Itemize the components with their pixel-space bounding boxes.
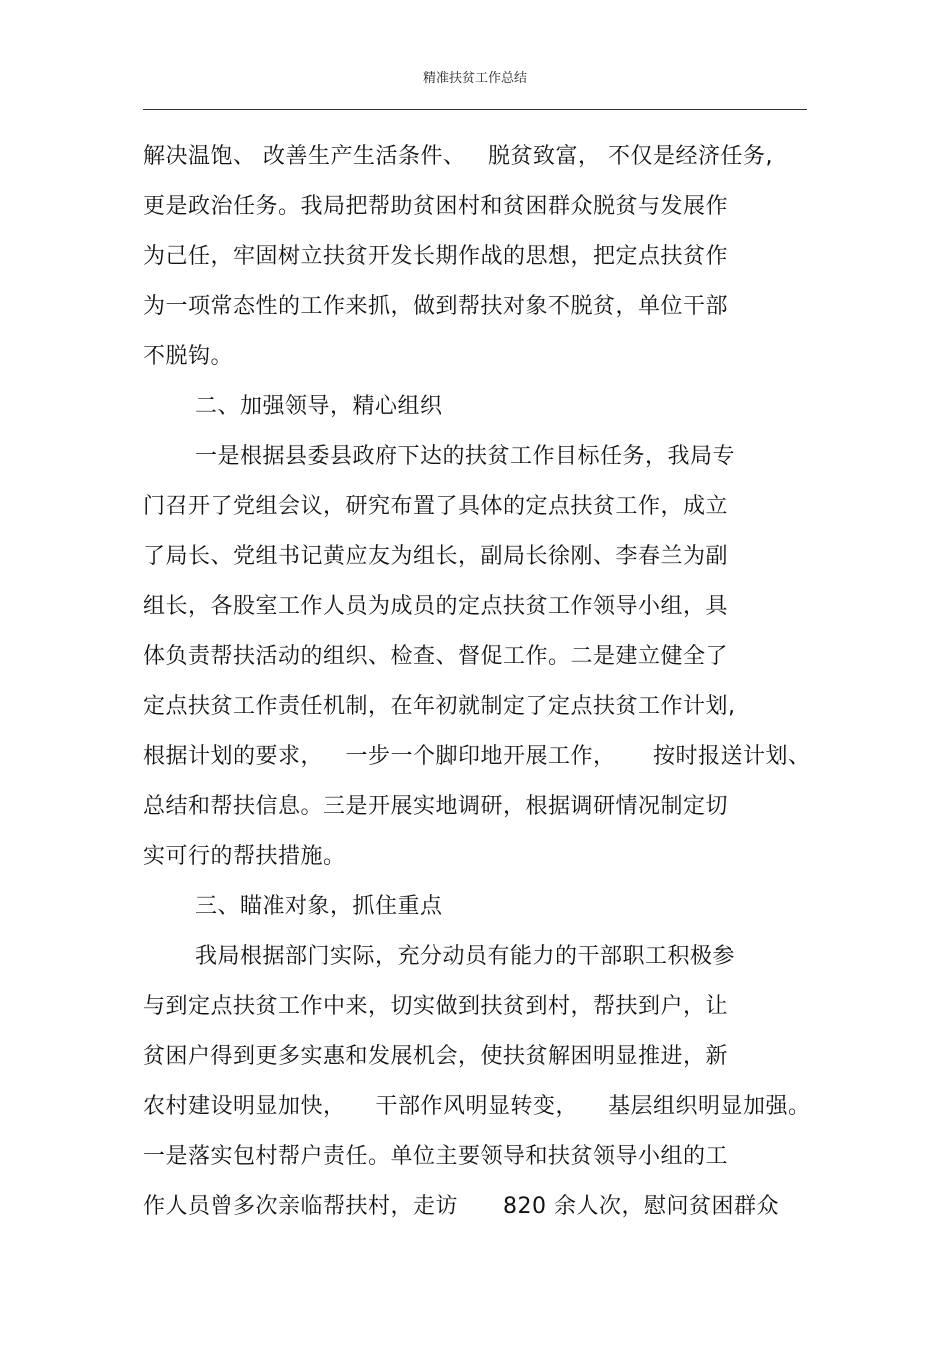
text-line: 贫困户得到更多实惠和发展机会，使扶贫解困明显推进，新 [143,1044,729,1069]
text-line: 总结和帮扶信息。三是开展实地调研，根据调研情况制定切 [143,794,729,819]
text-line: 更是政治任务。我局把帮助贫困村和贫困群众脱贫与发展作 [143,194,729,219]
text-line: 定点扶贫工作责任机制，在年初就制定了定点扶贫工作计划, [143,694,736,719]
text-line: 了局长、党组书记黄应友为组长，副局长徐刚、李春兰为副 [143,544,729,569]
section-heading: 二、加强领导，精心组织 [195,394,443,419]
header-divider [143,109,807,110]
text-line: 根据计划的要求， 一步一个脚印地开展工作， 按时报送计划、 [143,744,811,769]
text-line: 组长，各股室工作人员为成员的定点扶贫工作领导小组，具 [143,594,729,619]
document-body [143,132,811,1232]
text-line: 一是落实包村帮户责任。单位主要领导和扶贫领导小组的工 [143,1144,729,1169]
text-line: 门召开了党组会议，研究布置了具体的定点扶贫工作，成立 [143,494,729,519]
text-line: 不脱钩。 [143,344,234,369]
text-line: 为己任，牢固树立扶贫开发长期作战的思想，把定点扶贫作 [143,244,729,269]
text-line: 体负责帮扶活动的组织、检查、督促工作。二是建立健全了 [143,644,729,669]
page-header-title: 精准扶贫工作总结 [422,71,527,86]
text-line: 实可行的帮扶措施。 [143,844,346,869]
text-line: 作人员曾多次亲临帮扶村，走访 820 余人次，慰问贫困群众 [143,1194,779,1219]
text-line: 为一项常态性的工作来抓，做到帮扶对象不脱贫，单位干部 [143,294,729,319]
section-heading: 三、瞄准对象，抓住重点 [195,894,443,919]
text-line: 一是根据县委县政府下达的扶贫工作目标任务，我局专 [195,444,736,469]
text-line: 解决温饱、 改善生产生活条件、 脱贫致富， 不仅是经济任务, [143,144,773,169]
text-line: 与到定点扶贫工作中来，切实做到扶贫到村，帮扶到户，让 [143,994,729,1019]
text-line: 我局根据部门实际，充分动员有能力的干部职工积极参 [195,944,736,969]
text-line: 农村建设明显加快， 干部作风明显转变， 基层组织明显加强。 [143,1094,811,1119]
